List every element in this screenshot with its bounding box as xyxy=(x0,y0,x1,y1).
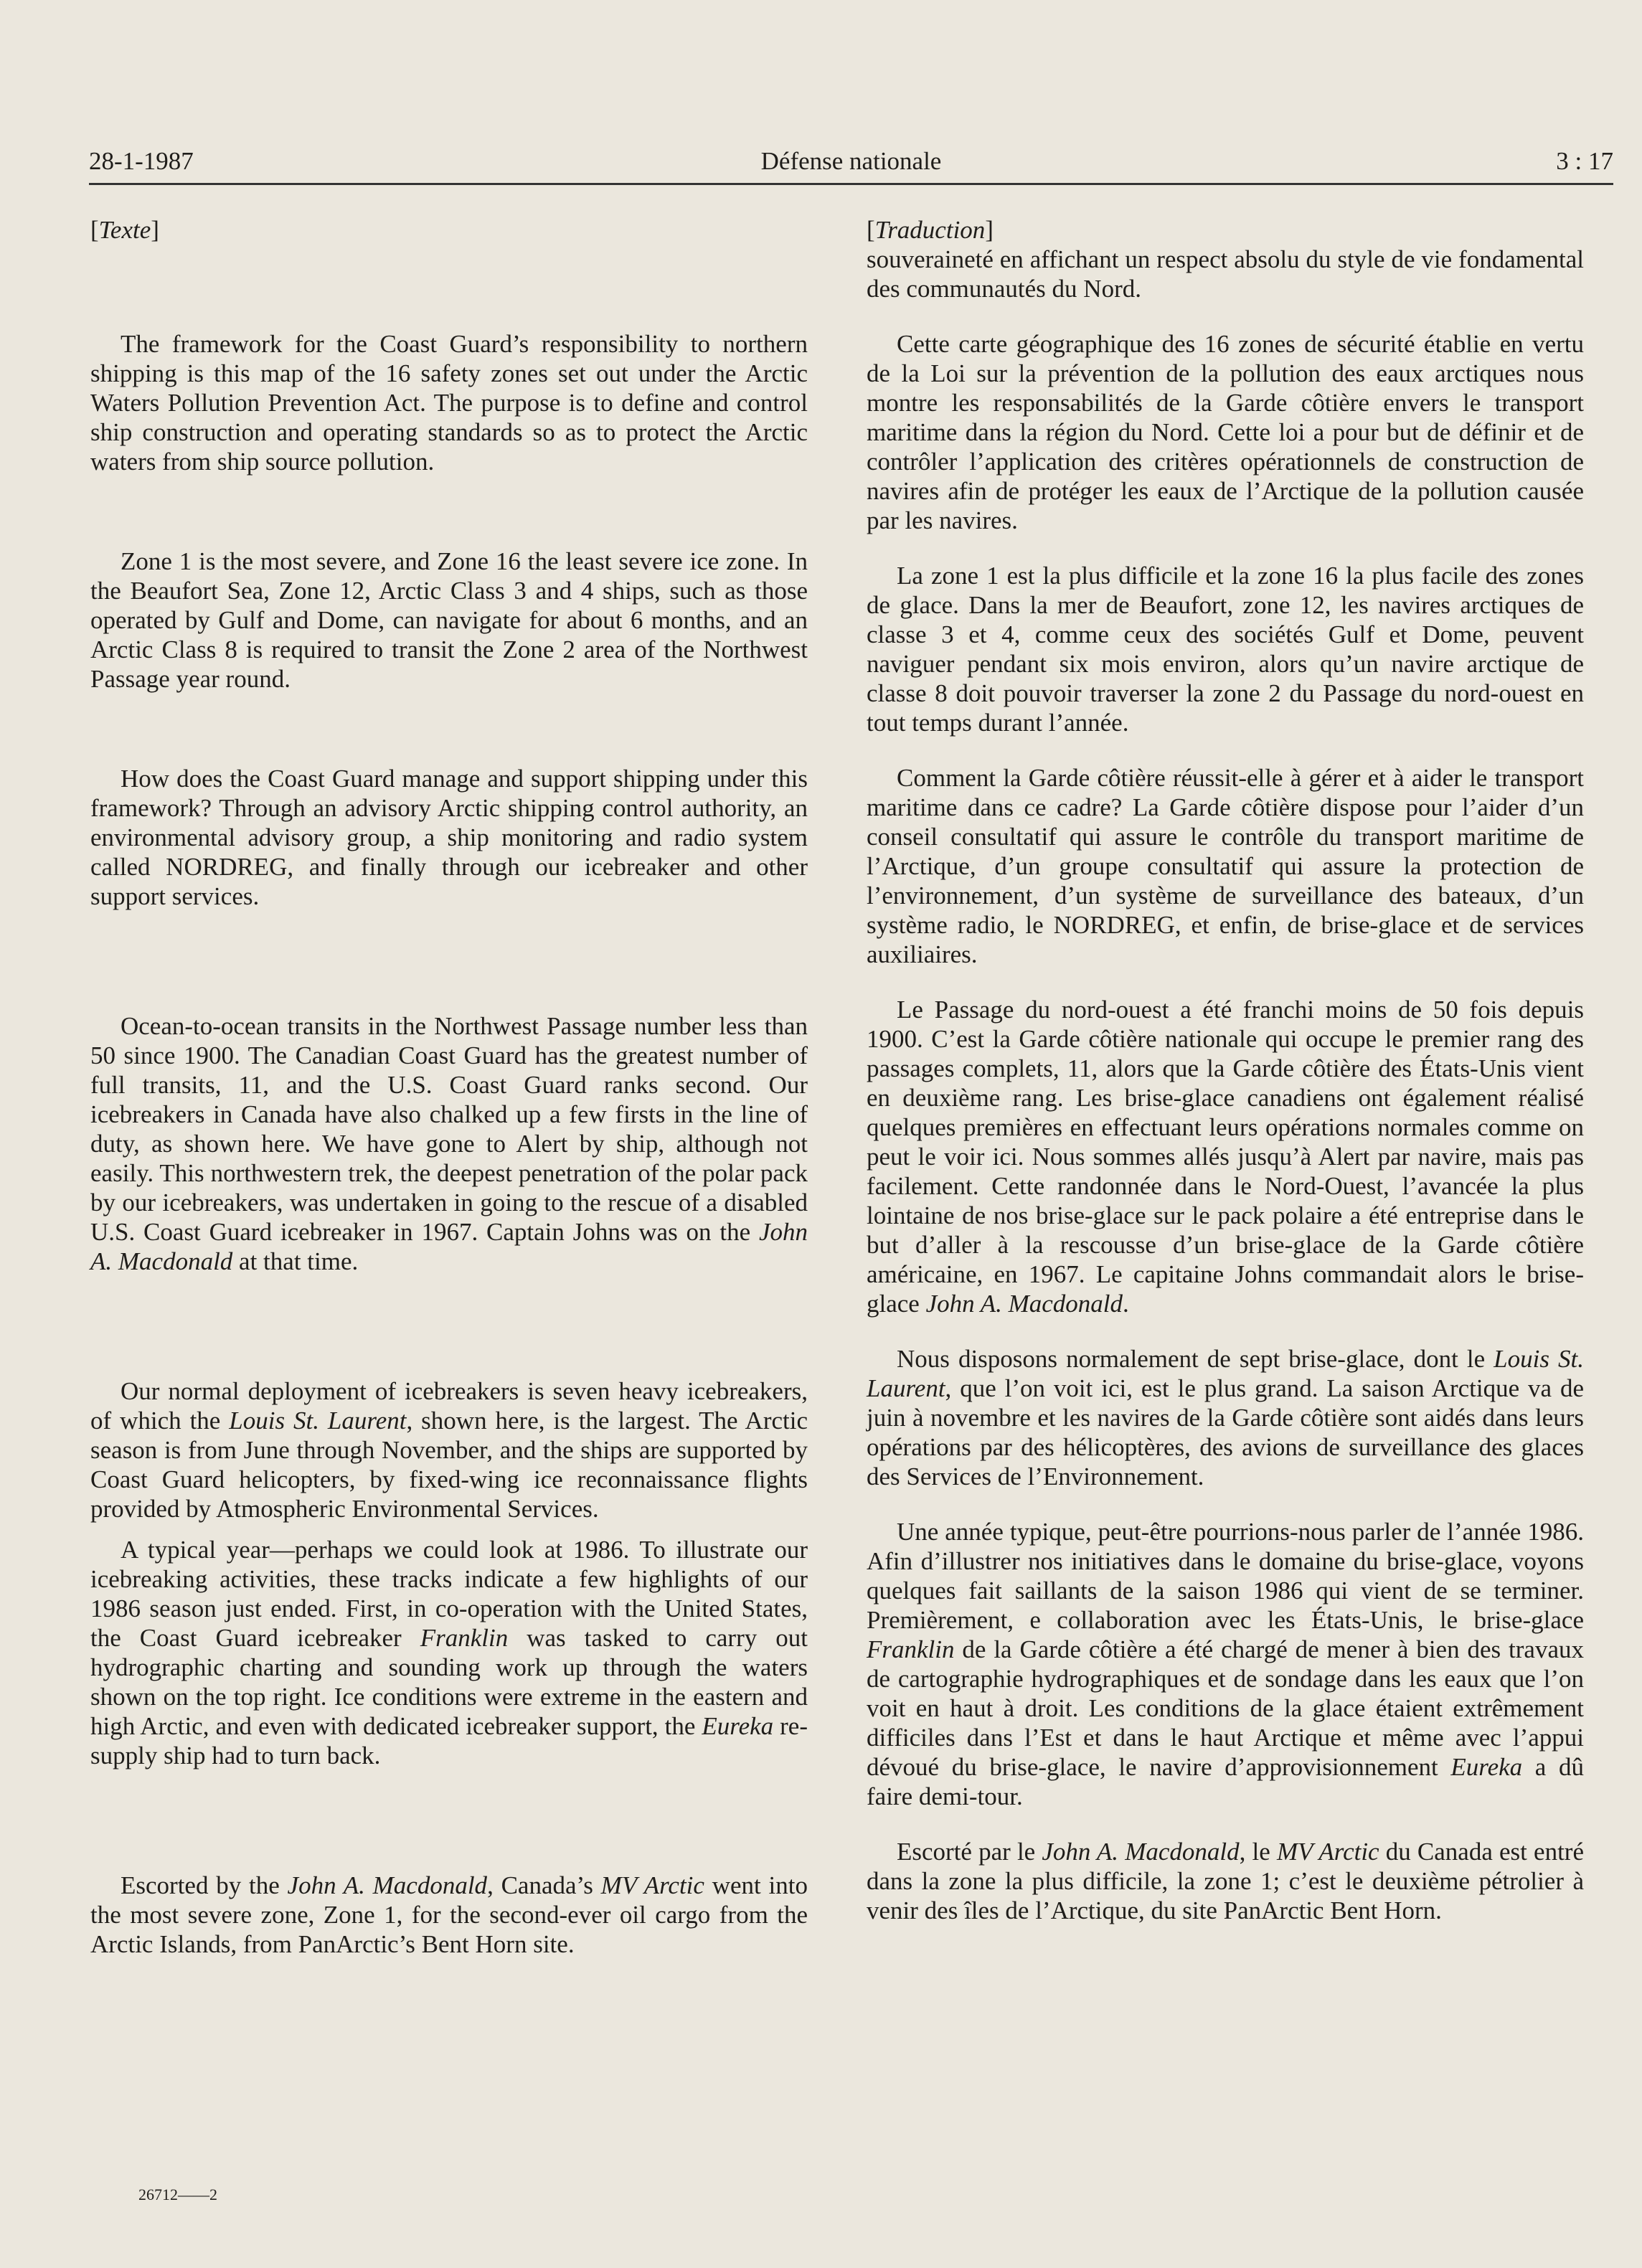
english-column xyxy=(90,215,808,1959)
paragraph: The framework for the Coast Guard’s responsibility to northern shipping is this map of the 16 safety zones set out under the Arctic Waters Pollution Prevention Act. The purpose is to define and control ship construction and operating standards so as to protect the Arctic waters from ship source pollution. xyxy=(90,330,808,476)
paragraph: Une année typique, peut-être pourrions-nous parler de l’année 1986. Afin d’illustrer nos initiatives dans le domaine du brise-glace, voyons quelques fait saillants de la saison 1986 qui vient de se terminer. Premièrement, e collaboration avec les États-Unis, le brise-glace Franklin de la Garde côtière a été chargé de mener à bien des travaux de cartographie hydrographiques et de sondage dans les eaux que l’on voit en haut à droit. Les conditions de la glace étaient extrêmement difficiles dans l’Est et dans le haut Arctique et même avec l’appui dévoué du brise-glace, le navire d’approvisionnement Eureka a dû faire demi-tour. xyxy=(867,1518,1584,1810)
paragraph: Nous disposons normalement de sept brise-glace, dont le Louis St. Laurent, que l’on voit ici, est le plus grand. La saison Arctique va de juin à novembre et les navires de la Garde côtière sont aidés dans leurs opérations par des hélicoptères, des avions de surveillance des glaces des Services de l’Environnement. xyxy=(867,1345,1584,1490)
paragraph: Our normal deployment of icebreakers is seven heavy icebreakers, of which the Louis St. Laurent, shown here, is the largest. The Arctic season is from June through November, and the ships are supported by Coast Guard helicopters, by fixed-wing ice reconnaissance flights provided by Atmospheric Environmental Services. xyxy=(90,1377,808,1523)
header-title: Défense nationale xyxy=(760,147,942,175)
french-column xyxy=(867,215,1584,1925)
paragraph: Zone 1 is the most severe, and Zone 16 the least severe ice zone. In the Beaufort Sea, Zone 12, Arctic Class 3 and 4 ships, such as those operated by Gulf and Dome, can navigate for about 6 months, and an Arctic Class 8 is required to transit the Zone 2 area of the Northwest Passage year round. xyxy=(90,547,808,693)
print-code: 26712——2 xyxy=(138,2186,217,2203)
paragraph: Escorted by the John A. Macdonald, Canada’s MV Arctic went into the most severe zone, Zone 1, for the second-ever oil cargo from the Arctic Islands, from PanArctic’s Bent Horn site. xyxy=(90,1871,808,1958)
header-date: 28-1-1987 xyxy=(89,147,194,175)
paragraph: Le Passage du nord-ouest a été franchi moins de 50 fois depuis 1900. C’est la Garde côtière nationale qui occupe le premier rang des passages complets, 11, alors que la Garde côtière des États-Unis vient en deuxième rang. Les brise-glace canadiens ont également réalisé quelques premières en effectuant leurs opérations normales comme on peut le voir ici. Nous sommes allés jusqu’à Alert par navire, mais pas facilement. Cette randonnée dans le Nord-Ouest, l’avancée la plus lointaine de nos brise-glace sur le pack polaire a été entreprise dans le but d’aller à la rescousse d’un brise-glace de la Garde côtière américaine, en 1967. Le capitaine Johns commandait alors le brise-glace John A. Macdonald. xyxy=(867,996,1584,1318)
paragraph: souveraineté en affichant un respect absolu du style de vie fondamental des communautés du Nord. xyxy=(867,245,1584,303)
running-header xyxy=(89,147,1613,185)
text-tag: [Texte] xyxy=(90,216,159,244)
translation-tag: [Traduction] xyxy=(867,216,994,244)
paragraph: Comment la Garde côtière réussit-elle à gérer et à aider le transport maritime dans ce cadre? La Garde côtière dispose pour l’aider d’un conseil consultatif qui assure le contrôle du transport maritime de l’Arctique, d’un groupe consultatif qui assure la protection de l’environnement, d’un système de surveillance des bateaux, d’un système radio, le NORDREG, et enfin, de brise-glace et de services auxiliaires. xyxy=(867,764,1584,968)
paragraph: How does the Coast Guard manage and support shipping under this framework? Through an advisory Arctic shipping control authority, an environmental advisory group, a ship monitoring and radio system called NORDREG, and finally through our icebreaker and other support services. xyxy=(90,765,808,910)
paragraph: Cette carte géographique des 16 zones de sécurité établie en vertu de la Loi sur la prévention de la pollution des eaux arctiques nous montre les responsabilités de la Garde côtière envers le transport maritime dans la région du Nord. Cette loi a pour but de définir et de contrôler l’application des critères opérationnels de construction de navires afin de protéger les eaux de l’Arctique de la pollution causée par les navires. xyxy=(867,330,1584,534)
paragraph: Ocean-to-ocean transits in the Northwest Passage number less than 50 since 1900. The Canadian Coast Guard has the greatest number of full transits, 11, and the U.S. Coast Guard ranks second. Our icebreakers in Canada have also chalked up a few firsts in the line of duty, as shown here. We have gone to Alert by ship, although not easily. This northwestern trek, the deepest penetration of the polar pack by our icebreakers, was undertaken in going to the rescue of a disabled U.S. Coast Guard icebreaker in 1967. Captain Johns was on the John A. Macdonald at that time. xyxy=(90,1012,808,1275)
paragraph: La zone 1 est la plus difficile et la zone 16 la plus facile des zones de glace. Dans la mer de Beaufort, zone 12, les navires arctiques de classe 3 et 4, comme ceux des sociétés Gulf et Dome, peuvent naviguer pendant six mois environ, alors qu’un navire arctique de classe 8 doit pouvoir traverser la zone 2 du Passage du nord-ouest en tout temps durant l’année. xyxy=(867,562,1584,737)
header-page-number: 3 : 17 xyxy=(1556,147,1613,175)
paragraph: A typical year—perhaps we could look at 1986. To illustrate our icebreaking activities, these tracks indicate a few highlights of our 1986 season just ended. First, in co-operation with the United States, the Coast Guard icebreaker Franklin was tasked to carry out hydrographic charting and sounding work up through the waters shown on the top right. Ice conditions were extreme in the eastern and high Arctic, and even with dedicated icebreaker support, the Eureka re-supply ship had to turn back. xyxy=(90,1536,808,1769)
paragraph: Escorté par le John A. Macdonald, le MV Arctic du Canada est entré dans la zone la plus difficile, la zone 1; c’est le deuxième pétrolier à venir des îles de l’Arctique, du site PanArctic Bent Horn. xyxy=(867,1838,1585,1924)
